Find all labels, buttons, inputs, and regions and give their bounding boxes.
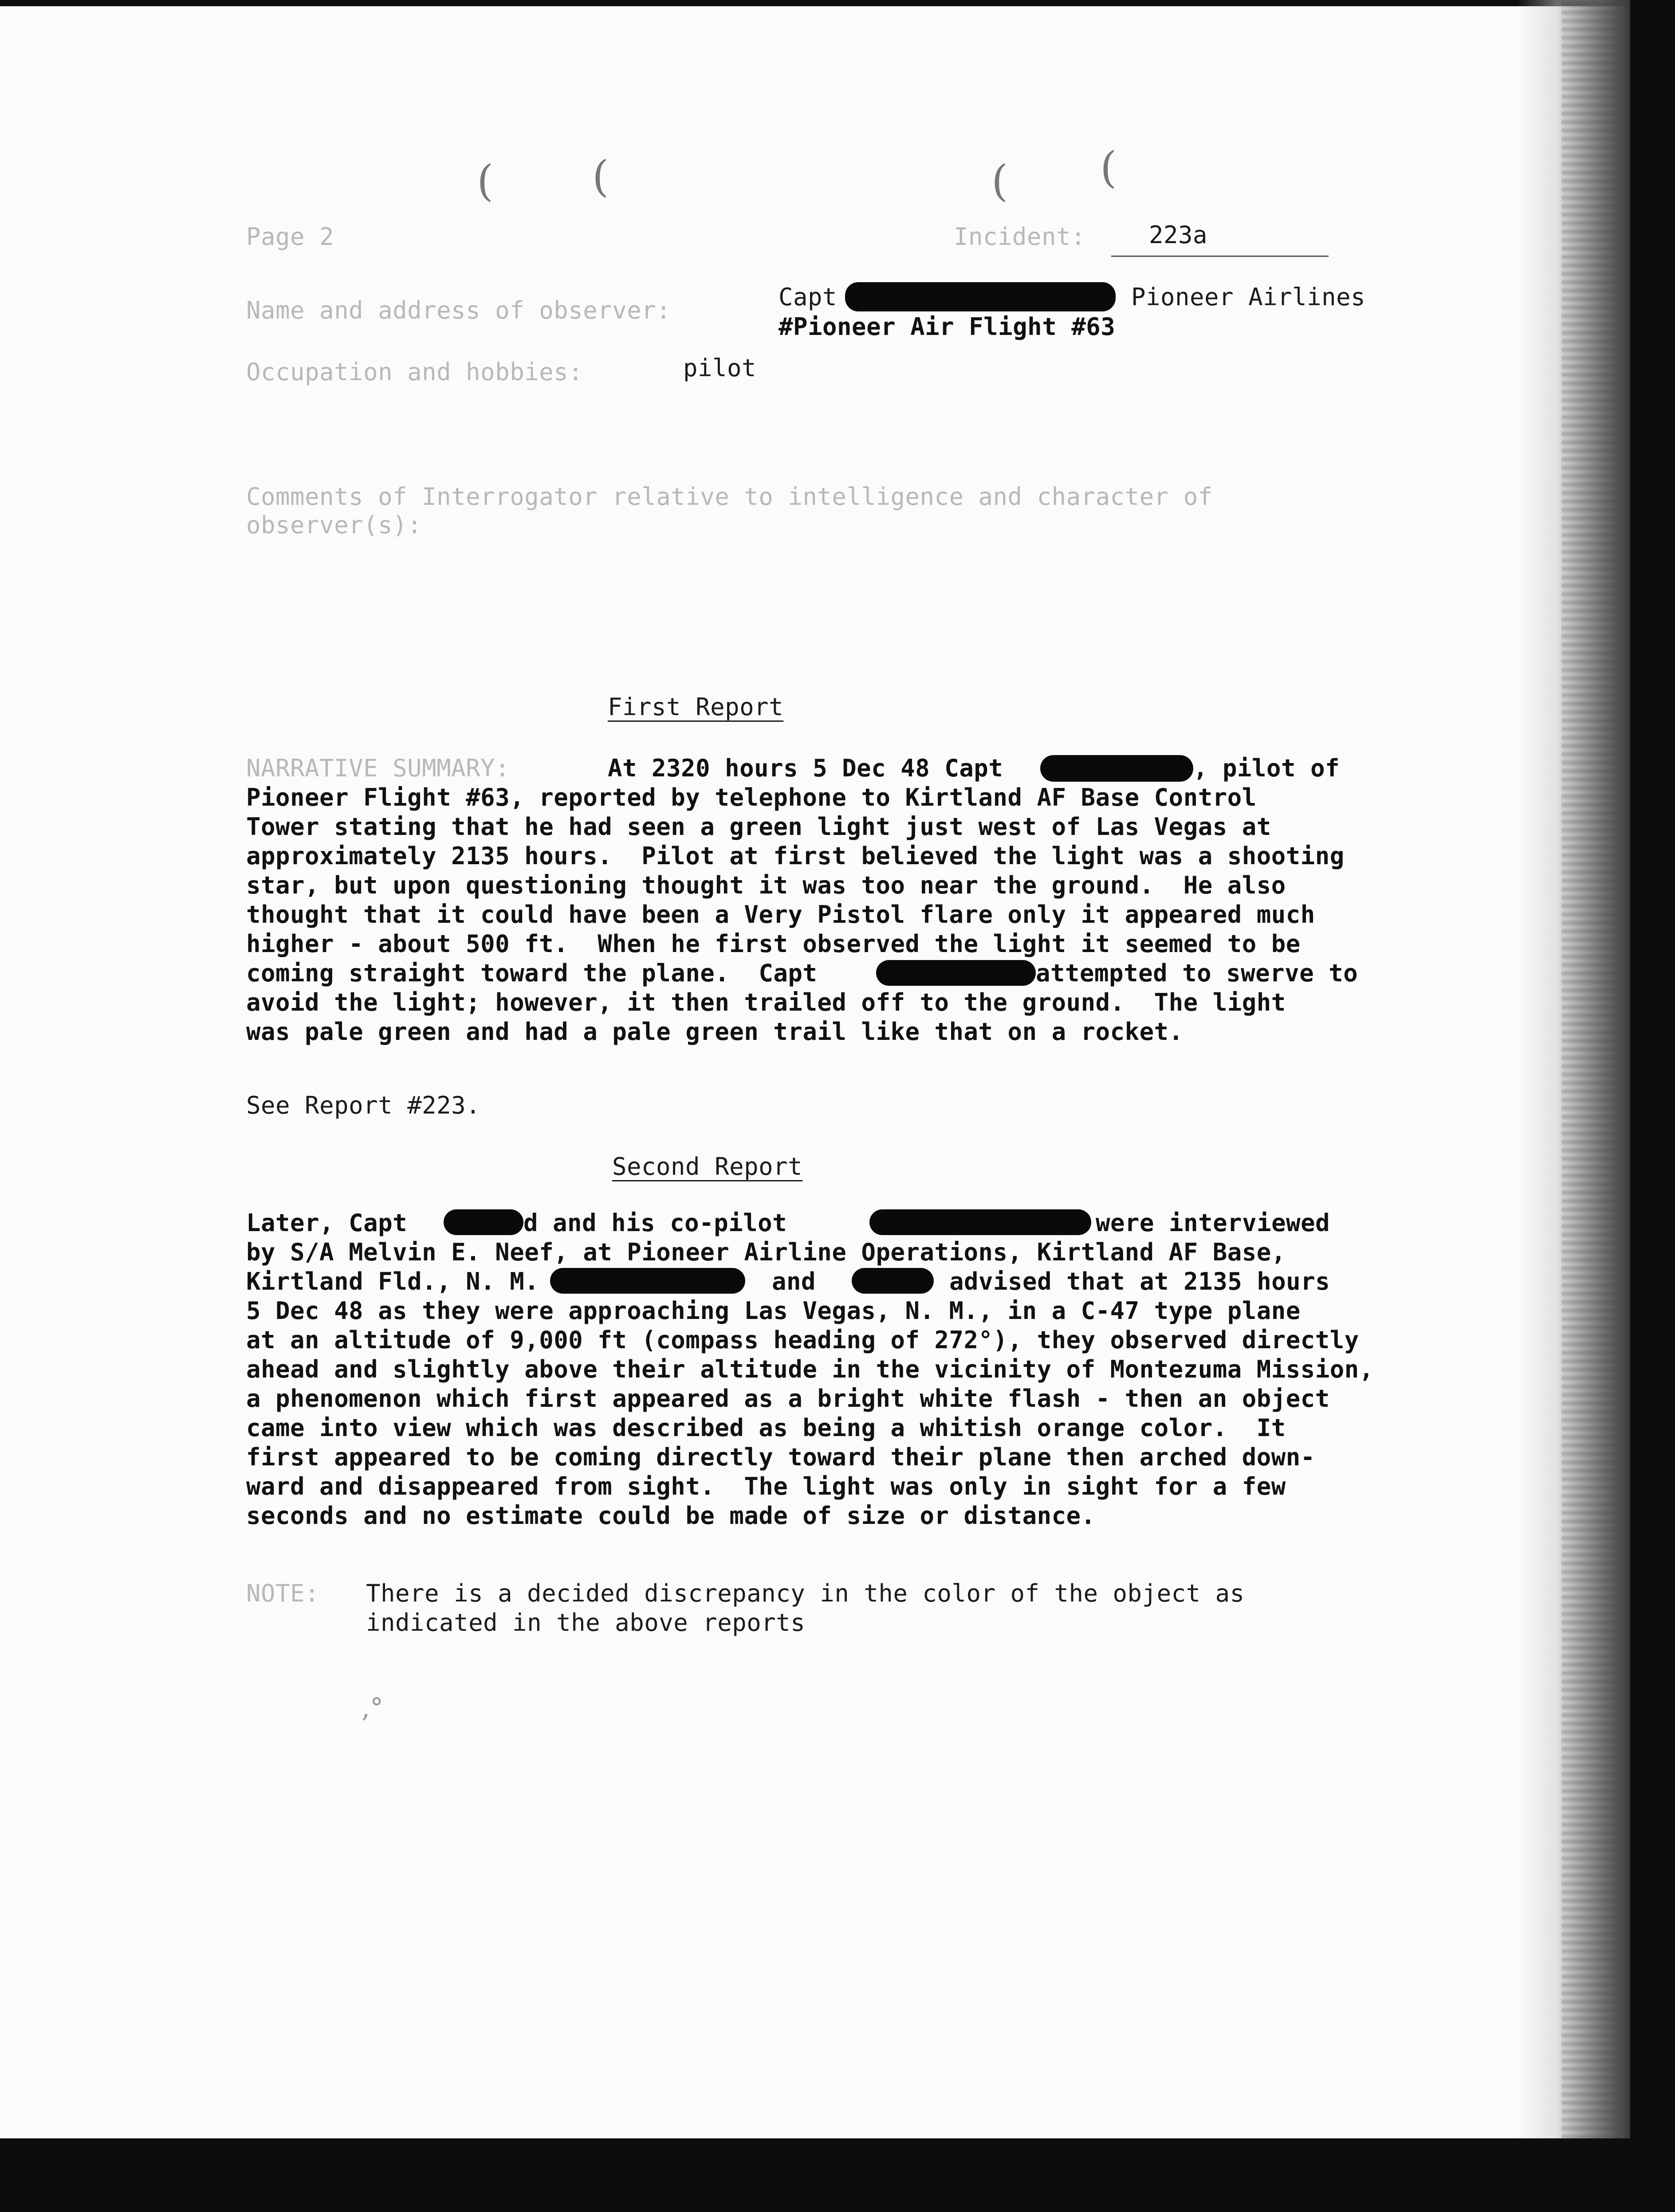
- scan-frame-top: [0, 0, 1675, 6]
- incident-label: Incident:: [954, 223, 1086, 251]
- first-report-line: approximately 2135 hours. Pilot at first believed the light was a shooting: [246, 842, 1345, 870]
- scan-frame-bottom: [0, 2138, 1675, 2212]
- note-line2: indicated in the above reports: [366, 1609, 806, 1637]
- second-report-heading: Second Report: [612, 1153, 803, 1181]
- second-report-line: a phenomenon which first appeared as a bright white flash - then an object: [246, 1385, 1330, 1413]
- first-report-line: avoid the light; however, it then trailed off to the ground. The light: [246, 988, 1286, 1016]
- first-report-line: attempted to swerve to: [1036, 959, 1358, 987]
- first-report-line: , pilot of: [1193, 754, 1340, 782]
- bleed-through-mark: (: [477, 156, 494, 206]
- note-line1: There is a decided discrepancy in the color of the object as: [366, 1579, 1245, 1607]
- note-label: NOTE:: [246, 1579, 320, 1607]
- see-report-reference: See Report #223.: [246, 1091, 481, 1119]
- observer-name-prefix: Capt: [779, 283, 838, 311]
- second-report-line: first appeared to be coming directly toward their plane then arched down-: [246, 1443, 1315, 1471]
- bleed-through-mark: (: [1100, 143, 1117, 193]
- page-label: Page 2: [246, 223, 334, 251]
- first-report-line: Tower stating that he had seen a green light just west of Las Vegas at: [246, 813, 1271, 841]
- stray-mark: ,°: [362, 1692, 384, 1724]
- second-report-line: by S/A Melvin E. Neef, at Pioneer Airline Operations, Kirtland AF Base,: [246, 1238, 1286, 1266]
- observer-airline: Pioneer Airlines: [1131, 283, 1366, 311]
- second-report-line: advised that at 2135 hours: [949, 1267, 1330, 1295]
- incident-underline: [1111, 256, 1329, 257]
- first-report-line: higher - about 500 ft. When he first observed the light it seemed to be: [246, 930, 1301, 958]
- incident-number: 223a: [1149, 221, 1208, 249]
- occupation-label: Occupation and hobbies:: [246, 358, 583, 386]
- redaction-bar: [876, 960, 1036, 986]
- second-report-line: Kirtland Fld., N. M.: [246, 1267, 539, 1295]
- first-report-line: was pale green and had a pale green trail like that on a rocket.: [246, 1018, 1184, 1046]
- second-report-line: were interviewed: [1096, 1209, 1330, 1237]
- redaction-bar: [869, 1209, 1091, 1235]
- redaction-bar: [1040, 755, 1193, 782]
- first-report-line: Pioneer Flight #63, reported by telephone to Kirtland AF Base Control: [246, 783, 1257, 811]
- observer-flight: #Pioneer Air Flight #63: [779, 313, 1116, 341]
- second-report-line: at an altitude of 9,000 ft (compass heading of 272°), they observed directly: [246, 1326, 1359, 1354]
- bleed-through-mark: (: [592, 152, 609, 201]
- scan-edge-texture: [1561, 0, 1619, 2138]
- observer-name-label: Name and address of observer:: [246, 296, 671, 324]
- second-report-line: 5 Dec 48 as they were approaching Las Vegas, N. M., in a C-47 type plane: [246, 1297, 1301, 1325]
- redaction-bar: [444, 1209, 523, 1235]
- narrative-summary-label: NARRATIVE SUMMARY:: [246, 754, 510, 782]
- second-report-line: and: [772, 1267, 816, 1295]
- redaction-bar: [852, 1268, 934, 1294]
- first-report-heading: First Report: [608, 693, 784, 721]
- first-report-line: thought that it could have been a Very Pistol flare only it appeared much: [246, 901, 1315, 929]
- comments-label-line1: Comments of Interrogator relative to intelligence and character of: [246, 483, 1213, 511]
- second-report-line: d and his co-pilot: [523, 1209, 787, 1237]
- second-report-line: came into view which was described as being a whitish orange color. It: [246, 1414, 1286, 1442]
- first-report-line: coming straight toward the plane. Capt: [246, 959, 818, 987]
- redaction-bar: [550, 1268, 745, 1294]
- redaction-bar: [845, 282, 1116, 311]
- second-report-line: ward and disappeared from sight. The light was only in sight for a few: [246, 1472, 1286, 1500]
- occupation-value: pilot: [683, 354, 757, 382]
- scan-frame-right: [1630, 0, 1675, 2212]
- comments-label-line2: observer(s):: [246, 511, 422, 539]
- first-report-line: At 2320 hours 5 Dec 48 Capt: [608, 754, 1003, 782]
- second-report-line: Later, Capt: [246, 1209, 408, 1237]
- first-report-line: star, but upon questioning thought it was too near the ground. He also: [246, 871, 1286, 899]
- second-report-line: ahead and slightly above their altitude in the vicinity of Montezuma Mission,: [246, 1355, 1374, 1383]
- second-report-line: seconds and no estimate could be made of size or distance.: [246, 1502, 1096, 1530]
- bleed-through-mark: (: [991, 156, 1008, 206]
